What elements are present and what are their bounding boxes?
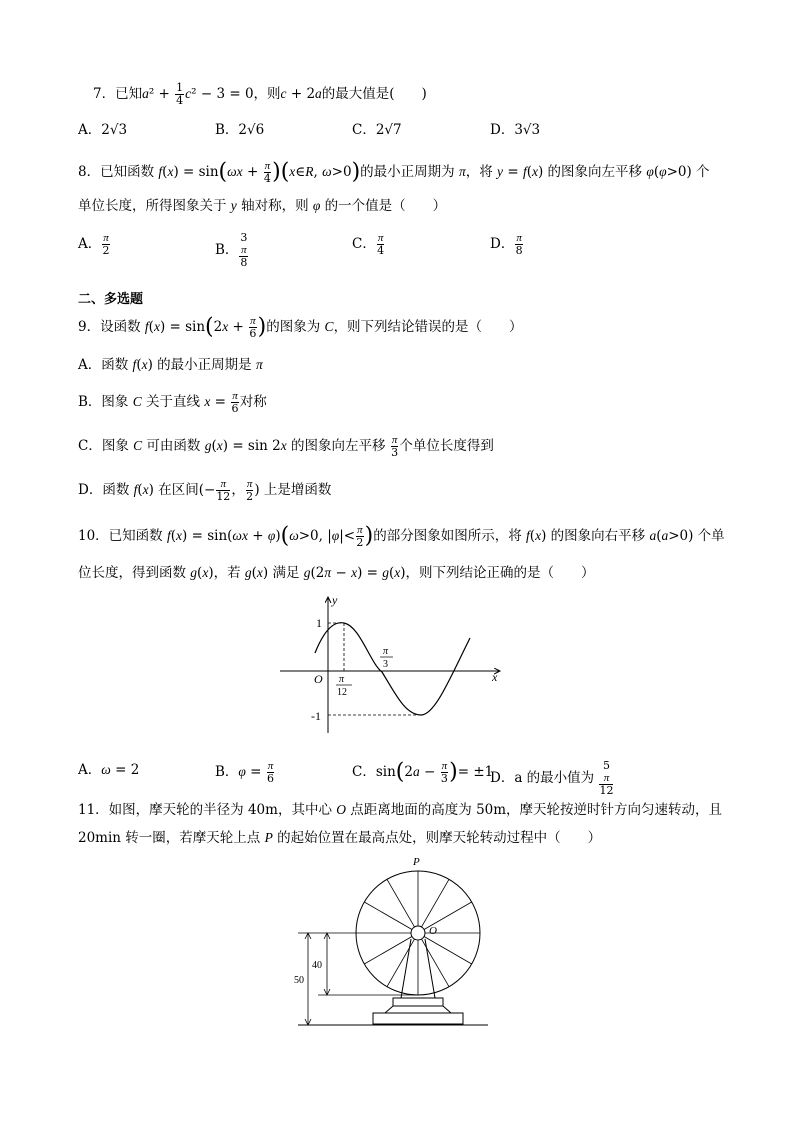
q10-option-d: D．a 的最小值为 5 π 12: [490, 759, 614, 797]
dimension-arrows: [305, 933, 330, 1025]
q8-option-c: C． $\frac{\pi}{4}$: [352, 232, 385, 257]
x-tick-pi-3-num: π: [383, 646, 389, 657]
x-tick-pi-12-den: 12: [337, 687, 347, 698]
q7-option-d: D．3√3: [490, 122, 541, 138]
x-tick-pi-12-num: π: [339, 674, 345, 685]
q9-stem: 9．设函数 f(x) = sin(2x + $\frac{\pi}{6}$ )的图象为 C，则下列结论错误的是（ ）: [78, 314, 523, 340]
y-max-label: 1: [316, 616, 322, 630]
q10-stem-line2: 位长度，得到函数 g(x)，若 g(x) 满足 g(2π − x) = g(x)，则下列结论正确的是（ ）: [78, 565, 595, 581]
x-tick-pi-3-den: 3: [383, 659, 388, 670]
q7-option-b: B．2√6: [215, 122, 265, 138]
q10-sine-graph: [275, 593, 535, 743]
sine-curve: [315, 623, 470, 715]
y-axis-label: y: [332, 593, 338, 607]
q7-option-c: C．2√7: [352, 122, 402, 138]
q10-option-a: A．ω = 2: [78, 762, 140, 778]
dim-height-label: 50: [294, 975, 304, 986]
q11-ferris-wheel-figure: [293, 853, 493, 1033]
q9-option-d: D．函数 f(x) 在区间(− $\frac{\pi}{12}$ ， $\frac{\pi}{2}$ ) 上是增函数: [78, 478, 332, 503]
q8-option-b: B． 3 π 8: [215, 231, 248, 269]
q8-stem-line1: 8．已知函数 f(x) = sin(ωx + $\frac{\pi}{4}$ )(x∈R, ω>0)的最小正周期为 π，将 y = f(x) 的图象向左平移 φ(φ>0) 个: [78, 159, 710, 185]
q10-option-c: C．sin(2a − $\frac{\pi}{3}$ )= ±1: [352, 759, 494, 785]
wheel-hub: [411, 926, 425, 940]
center-o-label: O: [429, 925, 437, 937]
q11-stem-line1: 11．如图，摩天轮的半径为 40m，其中心 O 点距离地面的高度为 50m，摩天轮按逆时针方向匀速转动，且: [78, 802, 723, 818]
q9-option-c: C．图象 C 可由函数 g(x) = sin 2x 的图象向左平移 $\frac{\pi}{3}$ 个单位长度得到: [78, 434, 494, 459]
q8-option-d: D． $\frac{\pi}{8}$: [490, 232, 523, 257]
section-title-multiple-choice: 二、多选题: [78, 292, 144, 307]
q9-option-a: A．函数 f(x) 的最小正周期是 π: [78, 357, 263, 373]
q11-stem-line2: 20min 转一圈，若摩天轮上点 P 的起始位置在最高点处，则摩天轮转动过程中（ ）: [78, 830, 602, 846]
q9-option-b: B．图象 C 关于直线 x = $\frac{\pi}{6}$ 对称: [78, 390, 267, 415]
q7-stem: 7．已知a² + $\frac{1}{4}$ c² − 3 = 0，则c + 2a的最大值是( ): [93, 81, 427, 107]
q7-option-a: A．2√3: [78, 122, 128, 138]
x-axis-label: x: [492, 670, 498, 684]
q8-option-a: A． $\frac{\pi}{2}$: [78, 232, 110, 257]
dim-radius-label: 40: [312, 960, 322, 971]
q8-stem-line2: 单位长度，所得图象关于 y 轴对称，则 φ 的一个值是（ ）: [78, 198, 447, 214]
origin-label: O: [314, 672, 323, 686]
y-min-label: -1: [311, 709, 321, 723]
q10-option-b: B．φ = $\frac{\pi}{6}$: [215, 760, 275, 785]
point-p-label: P: [413, 856, 420, 868]
q10-stem-line1: 10．已知函数 f(x) = sin(ωx + φ)(ω>0, |φ|< $\frac{\pi}{2}$ )的部分图象如图所示，将 f(x) 的图象向右平移 a(a>0) 个单: [78, 523, 725, 549]
